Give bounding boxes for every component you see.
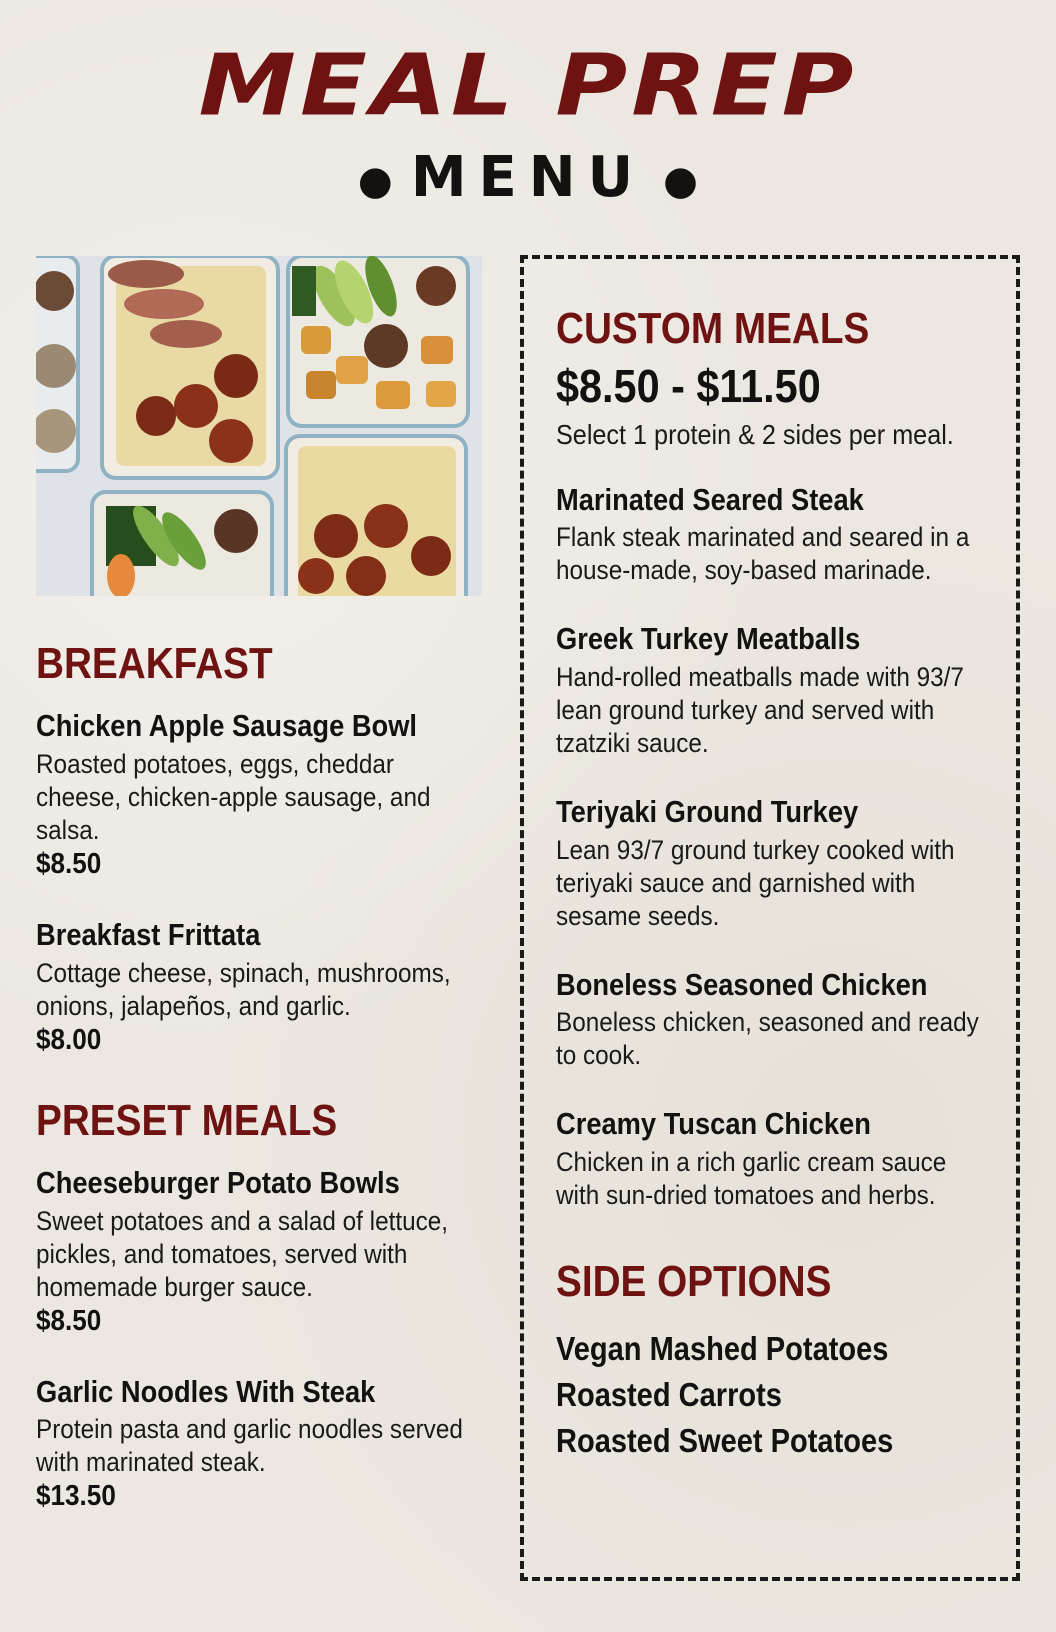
menu-subtitle bbox=[0, 145, 1056, 210]
protein-item bbox=[556, 1106, 996, 1212]
protein-item bbox=[556, 967, 996, 1073]
item-name: Creamy Tuscan Chicken bbox=[556, 1106, 871, 1142]
side-item: Roasted Sweet Potatoes bbox=[556, 1422, 894, 1460]
item-price: $13.50 bbox=[36, 1480, 116, 1513]
item-name: Cheeseburger Potato Bowls bbox=[36, 1165, 400, 1201]
item-price: $8.50 bbox=[36, 1304, 102, 1337]
bullet-dot-icon: ● bbox=[663, 157, 699, 204]
side-item: Roasted Carrots bbox=[556, 1376, 782, 1414]
meal-prep-containers-photo bbox=[36, 256, 482, 596]
item-description: Sweet potatoes and a salad of lettuce, pickles, and tomatoes, served with homemade burger sauce. bbox=[36, 1205, 449, 1302]
menu-title: MEAL PREP bbox=[198, 37, 858, 136]
item-name: Marinated Seared Steak bbox=[556, 481, 864, 517]
side-options-heading: SIDE OPTIONS bbox=[556, 1256, 832, 1306]
item-price: $8.00 bbox=[36, 1023, 102, 1056]
protein-item bbox=[556, 621, 996, 760]
breakfast-heading: BREAKFAST bbox=[36, 639, 273, 688]
item-description: Flank steak marinated and seared in a house-made, soy-based marinade. bbox=[556, 522, 970, 586]
custom-note: Select 1 protein & 2 sides per meal. bbox=[556, 418, 954, 450]
item-price: $8.50 bbox=[36, 848, 102, 881]
custom-meals-heading: CUSTOM MEALS bbox=[556, 304, 870, 353]
item-description: Hand-rolled meatballs made with 93/7 lean ground turkey and served with tzatziki sauce. bbox=[556, 661, 964, 758]
breakfast-item bbox=[36, 708, 486, 881]
side-options-list bbox=[556, 1326, 996, 1464]
item-description: Boneless chicken, seasoned and ready to cook. bbox=[556, 1007, 979, 1071]
item-name: Teriyaki Ground Turkey bbox=[556, 793, 859, 829]
item-description: Chicken in a rich garlic cream sauce with sun-dried tomatoes and herbs. bbox=[556, 1146, 947, 1210]
item-description: Roasted potatoes, eggs, cheddar cheese, chicken-apple sausage, and salsa. bbox=[36, 749, 431, 846]
protein-item bbox=[556, 482, 996, 588]
item-name: Boneless Seasoned Chicken bbox=[556, 966, 928, 1002]
preset-meals-heading: PRESET MEALS bbox=[36, 1095, 338, 1145]
item-name: Greek Turkey Meatballs bbox=[556, 621, 861, 657]
preset-item bbox=[36, 1374, 486, 1514]
protein-item bbox=[556, 794, 996, 933]
item-name: Chicken Apple Sausage Bowl bbox=[36, 708, 418, 744]
item-description: Protein pasta and garlic noodles served with marinated steak. bbox=[36, 1414, 463, 1478]
item-description: Cottage cheese, spinach, mushrooms, onions, jalapeños, and garlic. bbox=[36, 957, 451, 1021]
meal-prep-photo bbox=[36, 256, 482, 596]
custom-price-range: $8.50 - $11.50 bbox=[556, 360, 821, 413]
side-item: Vegan Mashed Potatoes bbox=[556, 1330, 889, 1368]
bullet-dot-icon: ● bbox=[357, 157, 393, 204]
item-description: Lean 93/7 ground turkey cooked with teriyaki sauce and garnished with sesame seeds. bbox=[556, 834, 955, 931]
item-name: Garlic Noodles With Steak bbox=[36, 1373, 376, 1409]
item-name: Breakfast Frittata bbox=[36, 917, 261, 953]
left-column bbox=[36, 640, 486, 1513]
menu-subtitle-text: MENU bbox=[410, 145, 646, 210]
breakfast-item bbox=[36, 917, 486, 1057]
preset-item bbox=[36, 1165, 486, 1338]
right-column bbox=[556, 305, 996, 1464]
